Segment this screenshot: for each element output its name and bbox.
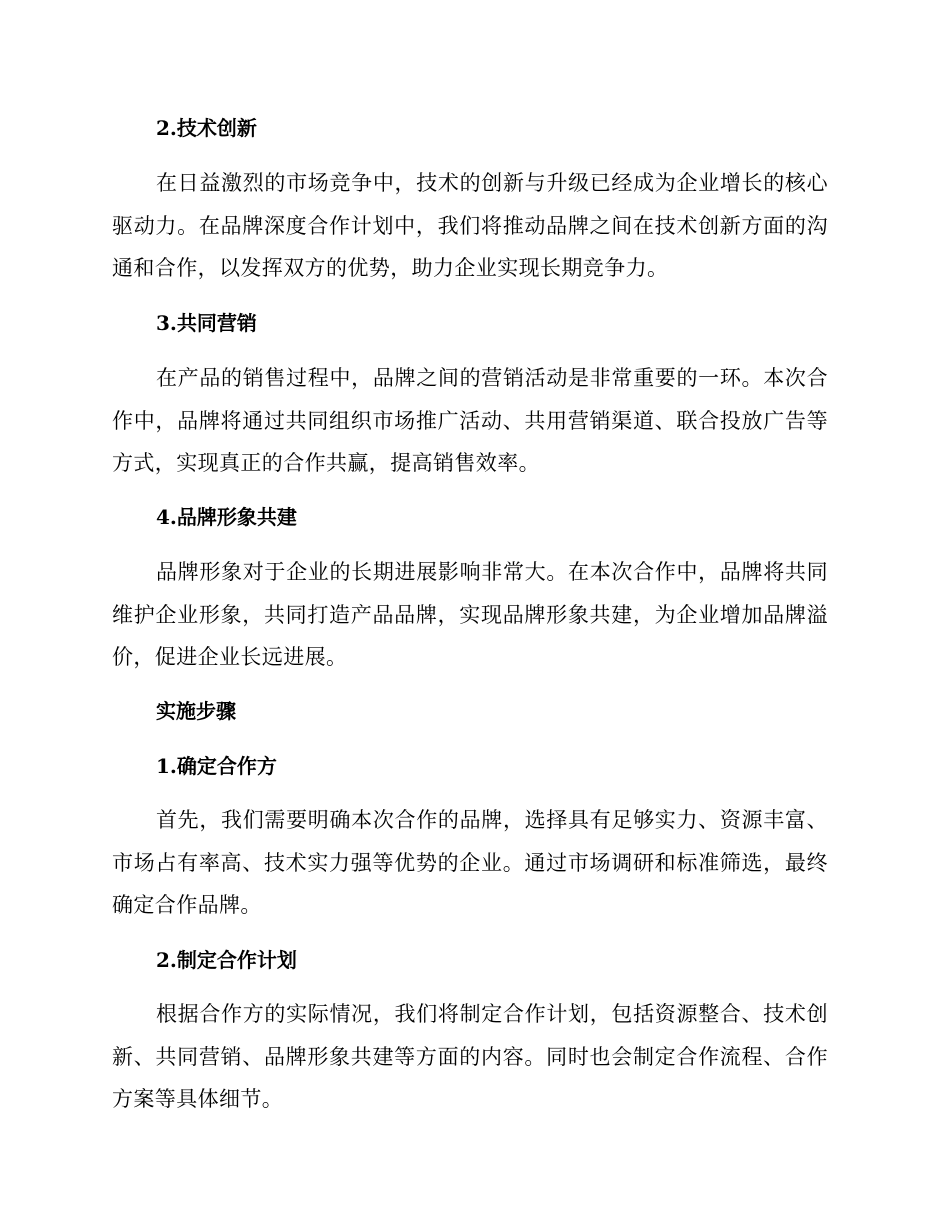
section-paragraph-tech-innovation: 在日益激烈的市场竞争中，技术的创新与升级已经成为企业增长的核心驱动力。在品牌深度合作计划中，我们将推动品牌之间在技术创新方面的沟通和合作，以发挥双方的优势，助力企业实现长期竞争力。	[112, 171, 828, 280]
implementation-title: 实施步骤	[156, 699, 236, 723]
step-heading-cooperation-plan: 2.制定合作计划	[156, 948, 297, 972]
section-paragraph-joint-marketing: 在产品的销售过程中，品牌之间的营销活动是非常重要的一环。本次合作中，品牌将通过共同组织市场推广活动、共用营销渠道、联合投放广告等方式，实现真正的合作共赢，提高销售效率。	[112, 366, 828, 475]
section-heading-joint-marketing: 3.共同营销	[156, 311, 257, 335]
section-paragraph-brand-image: 品牌形象对于企业的长期进展影响非常大。在本次合作中，品牌将共同维护企业形象，共同打造产品品牌，实现品牌形象共建，为企业增加品牌溢价，促进企业长远进展。	[112, 560, 828, 669]
step-heading-confirm-partner: 1.确定合作方	[156, 754, 277, 778]
step-paragraph-cooperation-plan: 根据合作方的实际情况，我们将制定合作计划，包括资源整合、技术创新、共同营销、品牌形象共建等方面的内容。同时也会制定合作流程、合作方案等具体细节。	[112, 1002, 828, 1111]
section-heading-tech-innovation: 2.技术创新	[156, 116, 257, 140]
section-heading-brand-image: 4.品牌形象共建	[156, 505, 297, 529]
step-paragraph-confirm-partner: 首先，我们需要明确本次合作的品牌，选择具有足够实力、资源丰富、市场占有率高、技术实力强等优势的企业。通过市场调研和标准筛选，最终确定合作品牌。	[112, 808, 828, 917]
